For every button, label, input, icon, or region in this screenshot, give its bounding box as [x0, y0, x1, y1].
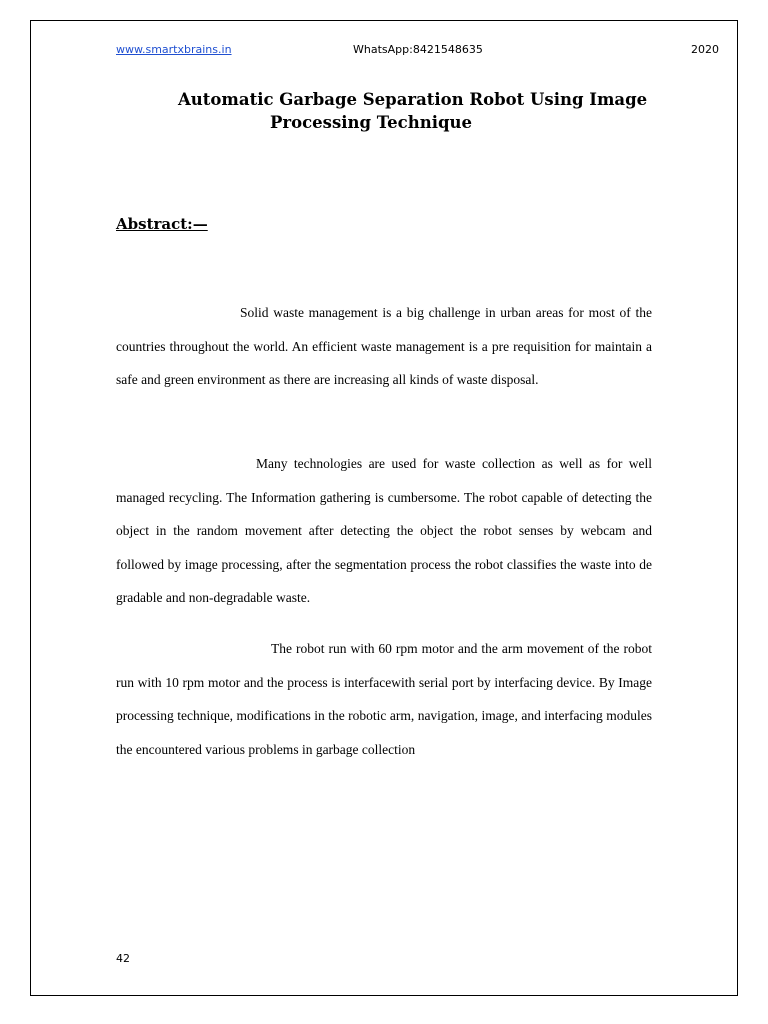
header-year: 2020 — [691, 43, 719, 56]
website-link[interactable]: www.smartxbrains.in — [116, 43, 232, 56]
abstract-paragraph-1: Solid waste management is a big challenge in urban areas for most of the countries throughout the world. An efficient waste management is a pre requisition for maintain a safe and green environment as there are increasing all kinds of waste disposal. — [116, 305, 652, 387]
title-line-1: Automatic Garbage Separation Robot Using Image — [178, 90, 648, 109]
title-line-2: Processing Technique — [270, 113, 472, 132]
abstract-paragraph-3: The robot run with 60 rpm motor and the arm movement of the robot run with 10 rpm motor and the process is interfacewith serial port by interfacing device. By Image processing technique, modifications in the robotic arm, navigation, image, and interfacing modules the encountered various problems in garbage collection — [116, 641, 652, 757]
whatsapp-contact: WhatsApp:8421548635 — [353, 43, 483, 56]
abstract-heading: Abstract:— — [116, 215, 208, 233]
abstract-paragraph-2: Many technologies are used for waste collection as well as for well managed recycling. The Information gathering is cumbersome. The robot capable of detecting the object in the random movement after detecting the object the robot senses by webcam and followed by image processing, after the segmentation process the robot classifies the waste into de gradable and non-degradable waste. — [116, 456, 652, 605]
page-number: 42 — [116, 952, 130, 965]
